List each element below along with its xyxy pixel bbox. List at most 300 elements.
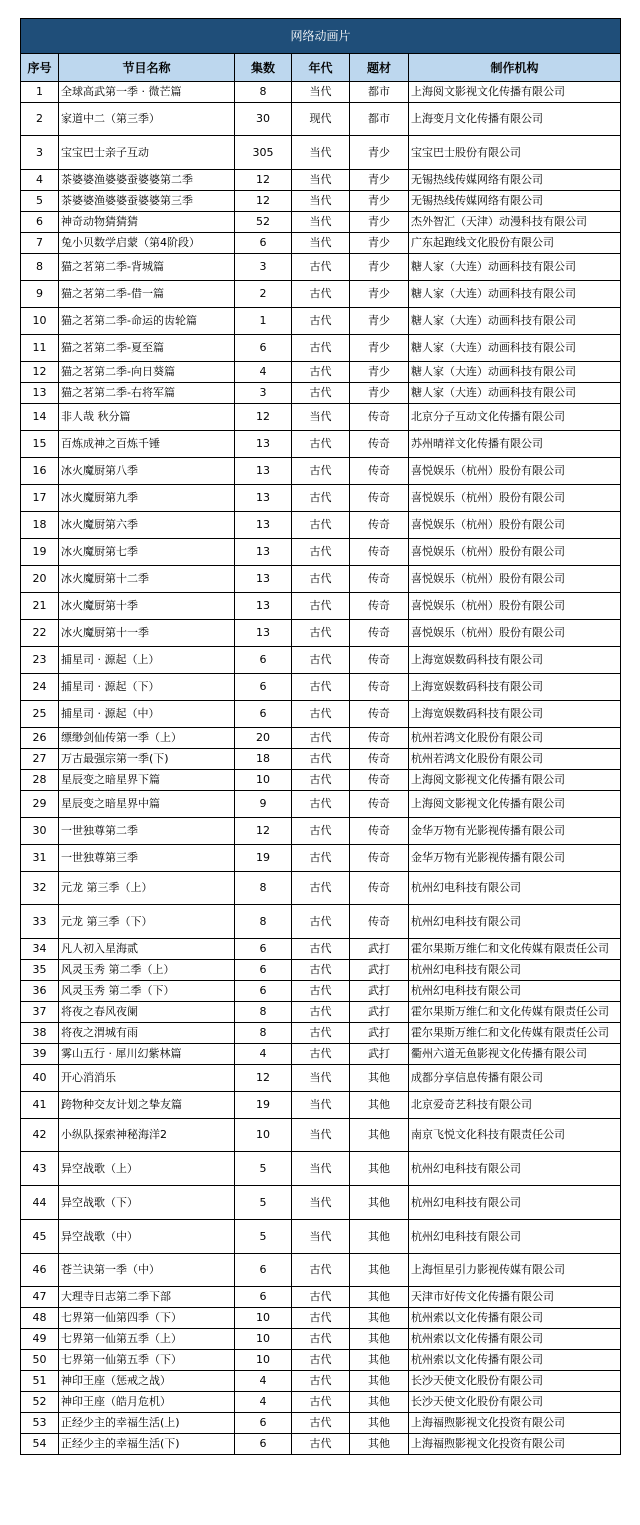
- cell-program-name: 猫之茗第二季-背城篇: [59, 254, 235, 281]
- cell-episodes: 5: [235, 1152, 292, 1186]
- cell-producer: 成都分享信息传播有限公司: [409, 1065, 621, 1092]
- table-row: [21, 404, 621, 431]
- cell-program-name: 开心消消乐: [59, 1065, 235, 1092]
- cell-producer: 杭州幻电科技有限公司: [409, 1152, 621, 1186]
- cell-index: 27: [21, 749, 59, 770]
- cell-producer: 喜悦娱乐（杭州）股份有限公司: [409, 485, 621, 512]
- cell-genre: 青少: [350, 170, 409, 191]
- cell-producer: 无锡热线传媒网络有限公司: [409, 191, 621, 212]
- cell-era: 当代: [292, 1092, 350, 1119]
- cell-genre: 武打: [350, 939, 409, 960]
- cell-producer: 糖人家（大连）动画科技有限公司: [409, 335, 621, 362]
- cell-era: 古代: [292, 1413, 350, 1434]
- cell-producer: 杭州若鸿文化股份有限公司: [409, 749, 621, 770]
- table-row: [21, 939, 621, 960]
- cell-era: 古代: [292, 960, 350, 981]
- table-row: [21, 308, 621, 335]
- cell-producer: 霍尔果斯万维仁和文化传媒有限责任公司: [409, 1002, 621, 1023]
- cell-genre: 其他: [350, 1254, 409, 1287]
- cell-era: 当代: [292, 170, 350, 191]
- cell-genre: 都市: [350, 103, 409, 136]
- table-row: [21, 362, 621, 383]
- cell-index: 6: [21, 212, 59, 233]
- table-row: [21, 1002, 621, 1023]
- cell-episodes: 13: [235, 593, 292, 620]
- cell-program-name: 非人哉 秋分篇: [59, 404, 235, 431]
- cell-producer: 上海福煦影视文化投资有限公司: [409, 1434, 621, 1455]
- cell-program-name: 大理寺日志第二季下部: [59, 1287, 235, 1308]
- cell-producer: 金华万物有光影视传播有限公司: [409, 818, 621, 845]
- cell-producer: 喜悦娱乐（杭州）股份有限公司: [409, 593, 621, 620]
- cell-era: 古代: [292, 701, 350, 728]
- cell-producer: 上海阅文影视文化传播有限公司: [409, 82, 621, 103]
- cell-index: 5: [21, 191, 59, 212]
- cell-producer: 杭州幻电科技有限公司: [409, 981, 621, 1002]
- cell-episodes: 4: [235, 1371, 292, 1392]
- table-row: [21, 620, 621, 647]
- cell-genre: 传奇: [350, 647, 409, 674]
- cell-index: 52: [21, 1392, 59, 1413]
- cell-program-name: 兔小贝数学启蒙（第4阶段）: [59, 233, 235, 254]
- cell-program-name: 宝宝巴士亲子互动: [59, 136, 235, 170]
- cell-episodes: 8: [235, 1023, 292, 1044]
- cell-episodes: 13: [235, 566, 292, 593]
- cell-episodes: 6: [235, 335, 292, 362]
- table-row: [21, 566, 621, 593]
- cell-index: 23: [21, 647, 59, 674]
- cell-genre: 青少: [350, 362, 409, 383]
- cell-episodes: 6: [235, 233, 292, 254]
- cell-program-name: 全球高武第一季 · 微芒篇: [59, 82, 235, 103]
- cell-index: 22: [21, 620, 59, 647]
- cell-era: 当代: [292, 191, 350, 212]
- cell-era: 古代: [292, 1371, 350, 1392]
- cell-genre: 武打: [350, 1044, 409, 1065]
- cell-program-name: 风灵玉秀 第二季（上）: [59, 960, 235, 981]
- cell-genre: 青少: [350, 212, 409, 233]
- cell-program-name: 异空战歌（中）: [59, 1220, 235, 1254]
- cell-era: 当代: [292, 1186, 350, 1220]
- cell-producer: 喜悦娱乐（杭州）股份有限公司: [409, 458, 621, 485]
- cell-program-name: 猫之茗第二季-借一篇: [59, 281, 235, 308]
- cell-producer: 糖人家（大连）动画科技有限公司: [409, 362, 621, 383]
- cell-genre: 传奇: [350, 728, 409, 749]
- cell-genre: 传奇: [350, 674, 409, 701]
- header-era: 年代: [292, 54, 350, 82]
- cell-genre: 其他: [350, 1434, 409, 1455]
- cell-genre: 青少: [350, 136, 409, 170]
- cell-episodes: 13: [235, 539, 292, 566]
- cell-producer: 天津市好传文化传播有限公司: [409, 1287, 621, 1308]
- table-row: [21, 254, 621, 281]
- cell-era: 古代: [292, 620, 350, 647]
- cell-producer: 糖人家（大连）动画科技有限公司: [409, 308, 621, 335]
- table-row: [21, 872, 621, 905]
- cell-genre: 青少: [350, 308, 409, 335]
- cell-era: 古代: [292, 981, 350, 1002]
- cell-producer: 杭州幻电科技有限公司: [409, 872, 621, 905]
- cell-index: 19: [21, 539, 59, 566]
- cell-producer: 喜悦娱乐（杭州）股份有限公司: [409, 512, 621, 539]
- cell-episodes: 8: [235, 905, 292, 939]
- cell-era: 古代: [292, 593, 350, 620]
- cell-episodes: 1: [235, 308, 292, 335]
- cell-producer: 长沙天使文化股份有限公司: [409, 1371, 621, 1392]
- cell-genre: 传奇: [350, 770, 409, 791]
- table-row: [21, 485, 621, 512]
- table-row: [21, 1254, 621, 1287]
- cell-genre: 传奇: [350, 818, 409, 845]
- cell-producer: 杭州索以文化传播有限公司: [409, 1329, 621, 1350]
- cell-era: 古代: [292, 845, 350, 872]
- table-row: [21, 749, 621, 770]
- cell-era: 古代: [292, 1044, 350, 1065]
- cell-episodes: 13: [235, 512, 292, 539]
- cell-episodes: 5: [235, 1186, 292, 1220]
- cell-genre: 其他: [350, 1287, 409, 1308]
- table-row: [21, 1220, 621, 1254]
- cell-index: 42: [21, 1119, 59, 1152]
- cell-era: 现代: [292, 103, 350, 136]
- table-row: [21, 845, 621, 872]
- cell-episodes: 12: [235, 818, 292, 845]
- cell-program-name: 星辰变之暗星界下篇: [59, 770, 235, 791]
- table-row: [21, 212, 621, 233]
- cell-program-name: 一世独尊第三季: [59, 845, 235, 872]
- cell-genre: 传奇: [350, 845, 409, 872]
- cell-era: 古代: [292, 362, 350, 383]
- cell-episodes: 19: [235, 1092, 292, 1119]
- cell-era: 古代: [292, 281, 350, 308]
- cell-episodes: 10: [235, 1308, 292, 1329]
- cell-genre: 青少: [350, 254, 409, 281]
- cell-index: 44: [21, 1186, 59, 1220]
- cell-era: 古代: [292, 674, 350, 701]
- cell-genre: 传奇: [350, 620, 409, 647]
- cell-index: 40: [21, 1065, 59, 1092]
- cell-program-name: 小纵队探索神秘海洋2: [59, 1119, 235, 1152]
- cell-episodes: 13: [235, 458, 292, 485]
- cell-index: 50: [21, 1350, 59, 1371]
- cell-genre: 武打: [350, 1002, 409, 1023]
- cell-era: 古代: [292, 749, 350, 770]
- cell-index: 51: [21, 1371, 59, 1392]
- cell-era: 古代: [292, 728, 350, 749]
- cell-program-name: 捕星司 · 源起（上）: [59, 647, 235, 674]
- table-row: [21, 539, 621, 566]
- cell-producer: 糖人家（大连）动画科技有限公司: [409, 281, 621, 308]
- cell-era: 古代: [292, 335, 350, 362]
- cell-producer: 南京飞悦文化科技有限责任公司: [409, 1119, 621, 1152]
- cell-genre: 其他: [350, 1186, 409, 1220]
- cell-program-name: 冰火魔厨第十季: [59, 593, 235, 620]
- cell-era: 当代: [292, 82, 350, 103]
- cell-era: 古代: [292, 791, 350, 818]
- cell-genre: 其他: [350, 1392, 409, 1413]
- cell-program-name: 将夜之渭城有雨: [59, 1023, 235, 1044]
- cell-era: 当代: [292, 1119, 350, 1152]
- table-header-row: [21, 54, 621, 82]
- cell-genre: 青少: [350, 335, 409, 362]
- cell-index: 45: [21, 1220, 59, 1254]
- cell-era: 古代: [292, 1308, 350, 1329]
- cell-genre: 青少: [350, 281, 409, 308]
- cell-index: 54: [21, 1434, 59, 1455]
- cell-producer: 霍尔果斯万维仁和文化传媒有限责任公司: [409, 1023, 621, 1044]
- cell-genre: 其他: [350, 1413, 409, 1434]
- cell-era: 古代: [292, 818, 350, 845]
- cell-index: 11: [21, 335, 59, 362]
- cell-index: 37: [21, 1002, 59, 1023]
- cell-producer: 杭州若鸿文化股份有限公司: [409, 728, 621, 749]
- header-episodes: 集数: [235, 54, 292, 82]
- cell-genre: 传奇: [350, 485, 409, 512]
- cell-program-name: 猫之茗第二季-命运的齿轮篇: [59, 308, 235, 335]
- cell-episodes: 6: [235, 701, 292, 728]
- cell-episodes: 8: [235, 872, 292, 905]
- cell-episodes: 6: [235, 674, 292, 701]
- table-row: [21, 82, 621, 103]
- cell-index: 43: [21, 1152, 59, 1186]
- cell-episodes: 13: [235, 485, 292, 512]
- cell-index: 12: [21, 362, 59, 383]
- cell-era: 古代: [292, 254, 350, 281]
- cell-episodes: 8: [235, 82, 292, 103]
- cell-index: 2: [21, 103, 59, 136]
- cell-index: 53: [21, 1413, 59, 1434]
- cell-producer: 上海恒星引力影视传媒有限公司: [409, 1254, 621, 1287]
- cell-era: 古代: [292, 905, 350, 939]
- cell-index: 24: [21, 674, 59, 701]
- table-row: [21, 1434, 621, 1455]
- cell-episodes: 6: [235, 1434, 292, 1455]
- table-row: [21, 1119, 621, 1152]
- cell-producer: 上海阅文影视文化传播有限公司: [409, 791, 621, 818]
- cell-producer: 上海变月文化传播有限公司: [409, 103, 621, 136]
- table-row: [21, 960, 621, 981]
- header-genre: 题材: [350, 54, 409, 82]
- cell-program-name: 异空战歌（上）: [59, 1152, 235, 1186]
- cell-program-name: 星辰变之暗星界中篇: [59, 791, 235, 818]
- cell-genre: 其他: [350, 1119, 409, 1152]
- table-row: [21, 191, 621, 212]
- cell-episodes: 2: [235, 281, 292, 308]
- cell-index: 13: [21, 383, 59, 404]
- cell-genre: 传奇: [350, 431, 409, 458]
- table-row: [21, 1392, 621, 1413]
- table-row: [21, 383, 621, 404]
- table-row: [21, 1350, 621, 1371]
- cell-genre: 其他: [350, 1350, 409, 1371]
- cell-episodes: 4: [235, 1044, 292, 1065]
- cell-episodes: 9: [235, 791, 292, 818]
- cell-program-name: 七界第一仙第四季（下）: [59, 1308, 235, 1329]
- table-row: [21, 701, 621, 728]
- cell-episodes: 10: [235, 770, 292, 791]
- cell-genre: 传奇: [350, 512, 409, 539]
- table-row: [21, 905, 621, 939]
- table-row: [21, 728, 621, 749]
- cell-index: 35: [21, 960, 59, 981]
- cell-program-name: 将夜之春风夜阑: [59, 1002, 235, 1023]
- table-row: [21, 1413, 621, 1434]
- cell-index: 31: [21, 845, 59, 872]
- cell-episodes: 5: [235, 1220, 292, 1254]
- cell-index: 30: [21, 818, 59, 845]
- cell-era: 当代: [292, 1065, 350, 1092]
- table-row: [21, 593, 621, 620]
- cell-index: 41: [21, 1092, 59, 1119]
- cell-episodes: 12: [235, 191, 292, 212]
- cell-genre: 其他: [350, 1371, 409, 1392]
- cell-program-name: 七界第一仙第五季（下）: [59, 1350, 235, 1371]
- cell-era: 当代: [292, 136, 350, 170]
- cell-episodes: 30: [235, 103, 292, 136]
- cell-index: 47: [21, 1287, 59, 1308]
- cell-episodes: 18: [235, 749, 292, 770]
- cell-index: 17: [21, 485, 59, 512]
- cell-genre: 其他: [350, 1152, 409, 1186]
- cell-genre: 传奇: [350, 593, 409, 620]
- cell-episodes: 13: [235, 431, 292, 458]
- cell-program-name: 苍兰诀第一季（中）: [59, 1254, 235, 1287]
- cell-program-name: 神奇动物猜猜猜: [59, 212, 235, 233]
- table-row: [21, 1023, 621, 1044]
- cell-genre: 青少: [350, 191, 409, 212]
- cell-genre: 青少: [350, 233, 409, 254]
- cell-index: 18: [21, 512, 59, 539]
- table-row: [21, 233, 621, 254]
- cell-era: 古代: [292, 566, 350, 593]
- table-row: [21, 818, 621, 845]
- cell-index: 16: [21, 458, 59, 485]
- cell-program-name: 元龙 第三季（下）: [59, 905, 235, 939]
- cell-program-name: 冰火魔厨第七季: [59, 539, 235, 566]
- cell-index: 38: [21, 1023, 59, 1044]
- cell-genre: 武打: [350, 981, 409, 1002]
- cell-program-name: 跨物种交友计划之挚友篇: [59, 1092, 235, 1119]
- cell-era: 古代: [292, 1023, 350, 1044]
- cell-producer: 杭州幻电科技有限公司: [409, 905, 621, 939]
- cell-program-name: 茶婆婆渔婆婆蚕婆婆第二季: [59, 170, 235, 191]
- table-row: [21, 1329, 621, 1350]
- cell-era: 古代: [292, 1392, 350, 1413]
- cell-genre: 武打: [350, 1023, 409, 1044]
- cell-program-name: 异空战歌（下）: [59, 1186, 235, 1220]
- cell-index: 3: [21, 136, 59, 170]
- cell-producer: 霍尔果斯万维仁和文化传媒有限责任公司: [409, 939, 621, 960]
- table-row: [21, 170, 621, 191]
- cell-producer: 广东起跑线文化股份有限公司: [409, 233, 621, 254]
- cell-program-name: 冰火魔厨第十一季: [59, 620, 235, 647]
- cell-producer: 杭州幻电科技有限公司: [409, 1220, 621, 1254]
- cell-genre: 传奇: [350, 791, 409, 818]
- header-index: 序号: [21, 54, 59, 82]
- cell-index: 33: [21, 905, 59, 939]
- cell-genre: 其他: [350, 1308, 409, 1329]
- cell-index: 4: [21, 170, 59, 191]
- cell-producer: 糖人家（大连）动画科技有限公司: [409, 254, 621, 281]
- cell-producer: 喜悦娱乐（杭州）股份有限公司: [409, 620, 621, 647]
- table-row: [21, 674, 621, 701]
- cell-era: 古代: [292, 939, 350, 960]
- cell-genre: 传奇: [350, 458, 409, 485]
- cell-index: 32: [21, 872, 59, 905]
- table-row: [21, 1186, 621, 1220]
- cell-index: 14: [21, 404, 59, 431]
- cell-episodes: 6: [235, 939, 292, 960]
- cell-producer: 苏州晴祥文化传播有限公司: [409, 431, 621, 458]
- cell-genre: 传奇: [350, 905, 409, 939]
- cell-era: 古代: [292, 539, 350, 566]
- cell-program-name: 猫之茗第二季-夏至篇: [59, 335, 235, 362]
- cell-program-name: 正经少主的幸福生活(上): [59, 1413, 235, 1434]
- cell-genre: 其他: [350, 1065, 409, 1092]
- cell-genre: 传奇: [350, 539, 409, 566]
- table-row: [21, 1152, 621, 1186]
- cell-era: 古代: [292, 485, 350, 512]
- cell-program-name: 猫之茗第二季-右将军篇: [59, 383, 235, 404]
- cell-program-name: 风灵玉秀 第二季（下）: [59, 981, 235, 1002]
- cell-era: 古代: [292, 1254, 350, 1287]
- cell-episodes: 6: [235, 1413, 292, 1434]
- table-row: [21, 770, 621, 791]
- cell-index: 8: [21, 254, 59, 281]
- cell-genre: 其他: [350, 1092, 409, 1119]
- cell-episodes: 13: [235, 620, 292, 647]
- cell-program-name: 冰火魔厨第八季: [59, 458, 235, 485]
- cell-era: 古代: [292, 458, 350, 485]
- cell-producer: 糖人家（大连）动画科技有限公司: [409, 383, 621, 404]
- cell-episodes: 6: [235, 647, 292, 674]
- table-row: [21, 103, 621, 136]
- cell-index: 21: [21, 593, 59, 620]
- cell-era: 古代: [292, 1287, 350, 1308]
- cell-index: 7: [21, 233, 59, 254]
- cell-episodes: 6: [235, 1287, 292, 1308]
- cell-episodes: 12: [235, 1065, 292, 1092]
- cell-program-name: 神印王座（皓月危机）: [59, 1392, 235, 1413]
- cell-producer: 北京分子互动文化传播有限公司: [409, 404, 621, 431]
- cell-producer: 杭州幻电科技有限公司: [409, 960, 621, 981]
- cell-producer: 上海宽娱数码科技有限公司: [409, 674, 621, 701]
- table-row: [21, 791, 621, 818]
- cell-genre: 青少: [350, 383, 409, 404]
- table-row: [21, 647, 621, 674]
- cell-episodes: 4: [235, 1392, 292, 1413]
- header-producer: 制作机构: [409, 54, 621, 82]
- cell-program-name: 冰火魔厨第六季: [59, 512, 235, 539]
- cell-producer: 上海阅文影视文化传播有限公司: [409, 770, 621, 791]
- cell-era: 古代: [292, 1350, 350, 1371]
- cell-episodes: 10: [235, 1119, 292, 1152]
- cell-era: 古代: [292, 872, 350, 905]
- cell-program-name: 神印王座（惩戒之战）: [59, 1371, 235, 1392]
- cell-episodes: 52: [235, 212, 292, 233]
- cell-index: 34: [21, 939, 59, 960]
- cell-producer: 上海宽娱数码科技有限公司: [409, 701, 621, 728]
- cell-genre: 其他: [350, 1220, 409, 1254]
- table-row: [21, 1092, 621, 1119]
- cell-index: 26: [21, 728, 59, 749]
- cell-producer: 杰外智汇（天津）动漫科技有限公司: [409, 212, 621, 233]
- cell-program-name: 家道中二（第三季）: [59, 103, 235, 136]
- cell-index: 46: [21, 1254, 59, 1287]
- table-row: [21, 1308, 621, 1329]
- table-row: [21, 335, 621, 362]
- cell-episodes: 6: [235, 981, 292, 1002]
- cell-index: 49: [21, 1329, 59, 1350]
